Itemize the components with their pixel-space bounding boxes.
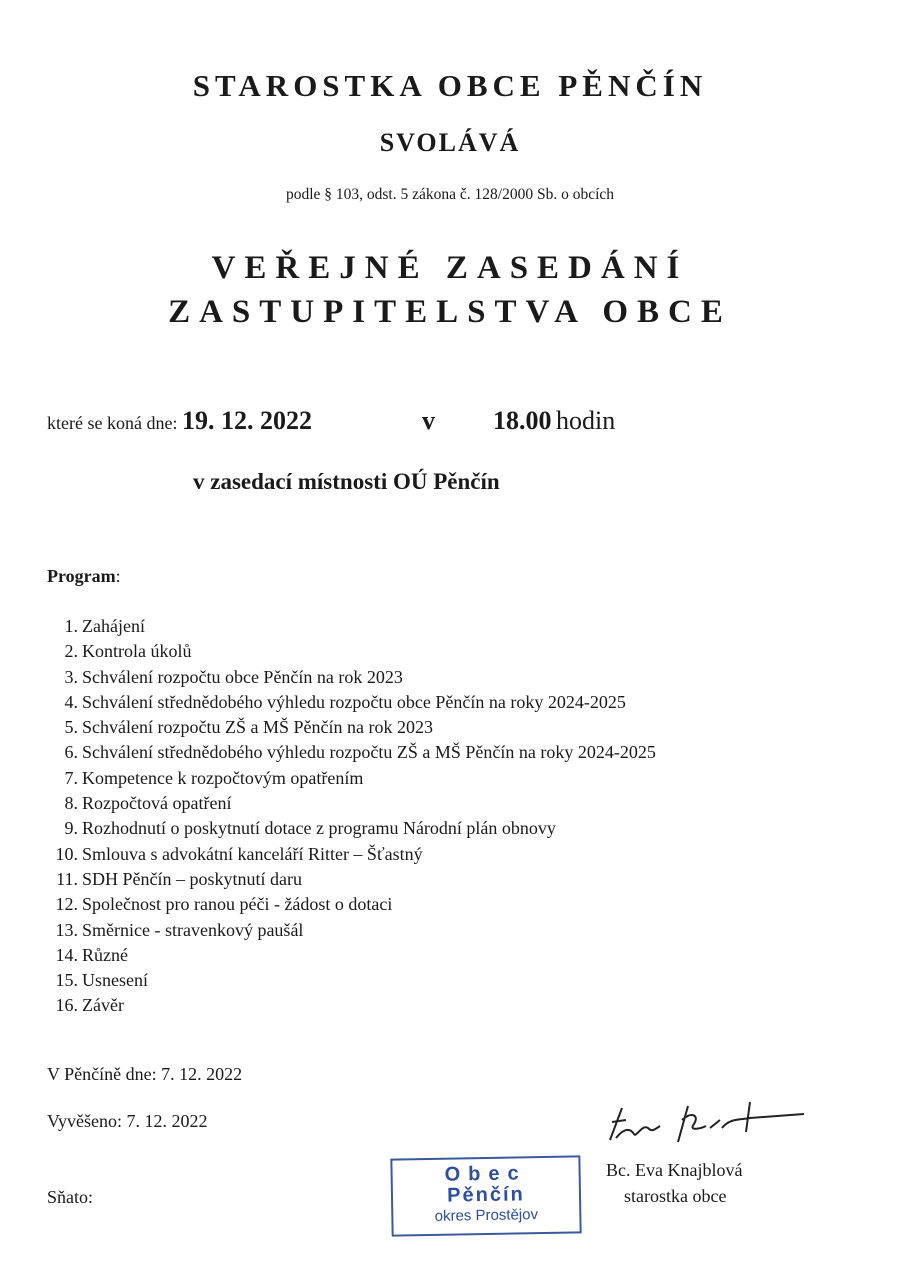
agenda-item-number: 13.	[55, 919, 78, 940]
agenda-item	[52, 639, 656, 664]
agenda-item-text: Rozhodnutí o poskytnutí dotace z programu Národní plán obnovy	[82, 818, 556, 839]
program-label-colon: :	[115, 566, 121, 586]
agenda-item	[52, 715, 656, 740]
stamp-line3: okres Prostějov	[434, 1206, 539, 1225]
meeting-date: 19. 12. 2022	[181, 406, 312, 435]
agenda-item-number: 15.	[55, 970, 78, 991]
posted-date: Vyvěšeno: 7. 12. 2022	[47, 1111, 208, 1131]
signer-role: starostka obce	[624, 1186, 727, 1206]
agenda-item-number: 6.	[64, 742, 78, 763]
agenda-item	[52, 614, 656, 639]
agenda-item-text: Společnost pro ranou péči - žádost o dotaci	[82, 894, 393, 915]
agenda-item-text: Kompetence k rozpočtovým opatřením	[82, 767, 364, 788]
meeting-time: 18.00	[493, 406, 552, 435]
time-block	[493, 406, 615, 436]
agenda-item	[52, 690, 656, 715]
agenda-item	[52, 943, 656, 968]
agenda-item-number: 7.	[64, 767, 78, 788]
agenda-item-number: 2.	[64, 641, 78, 662]
agenda-item	[52, 665, 656, 690]
at-separator: v	[422, 406, 435, 435]
agenda-item-text: Usnesení	[82, 970, 148, 991]
agenda-item	[52, 968, 656, 993]
agenda-item-text: SDH Pěnčín – poskytnutí daru	[82, 868, 302, 889]
agenda-item-text: Závěr	[82, 995, 124, 1016]
program-label	[47, 566, 121, 587]
time-unit: hodin	[556, 406, 616, 435]
municipal-stamp	[390, 1155, 581, 1236]
removed-label: Sňato:	[47, 1187, 94, 1207]
agenda-item-number: 10.	[55, 843, 78, 864]
agenda-item-number: 11.	[56, 868, 78, 889]
agenda-item-number: 8.	[64, 793, 78, 814]
agenda-item-text: Rozpočtová opatření	[82, 793, 232, 814]
meeting-title-line1: VEŘEJNÉ ZASEDÁNÍ	[211, 250, 689, 286]
agenda-item-number: 4.	[64, 691, 78, 712]
agenda-item	[52, 842, 656, 867]
stamp-line1: Obec	[444, 1162, 527, 1186]
agenda-item-text: Smlouva s advokátní kanceláří Ritter – Šťastný	[82, 843, 423, 864]
agenda-item-number: 3.	[64, 666, 78, 687]
agenda-item	[52, 993, 656, 1018]
agenda-item-text: Směrnice - stravenkový paušál	[82, 919, 304, 940]
date-label: které se koná dne:	[47, 413, 178, 433]
agenda-item-number: 12.	[55, 894, 78, 915]
agenda-item-text: Schválení střednědobého výhledu rozpočtu ZŠ a MŠ Pěnčín na roky 2024-2025	[82, 742, 656, 763]
agenda-item	[52, 740, 656, 765]
meeting-date-line	[47, 406, 616, 436]
agenda-list	[52, 614, 656, 1019]
stamp-line2: Pěnčín	[446, 1183, 525, 1207]
agenda-item-text: Schválení rozpočtu obce Pěnčín na rok 2023	[82, 666, 403, 687]
agenda-item-number: 5.	[64, 717, 78, 738]
agenda-item-text: Schválení střednědobého výhledu rozpočtu obce Pěnčín na roky 2024-2025	[82, 691, 626, 712]
agenda-item	[52, 918, 656, 943]
meeting-title-line2: ZASTUPITELSTVA OBCE	[168, 294, 732, 330]
agenda-item	[52, 867, 656, 892]
agenda-item-text: Různé	[82, 944, 128, 965]
handwritten-signature	[590, 1098, 820, 1158]
agenda-item-number: 1.	[64, 616, 78, 636]
signer-name: Bc. Eva Knajblová	[606, 1160, 743, 1180]
mayor-heading: STAROSTKA OBCE PĚNČÍN	[192, 68, 708, 103]
agenda-item	[52, 766, 656, 791]
issue-date: V Pěnčíně dne: 7. 12. 2022	[47, 1064, 243, 1084]
agenda-item-text: Schválení rozpočtu ZŠ a MŠ Pěnčín na rok 2023	[82, 717, 433, 738]
convenes-heading: SVOLÁVÁ	[379, 128, 521, 157]
agenda-item-number: 16.	[55, 995, 78, 1016]
legal-reference: podle § 103, odst. 5 zákona č. 128/2000 Sb. o obcích	[285, 186, 615, 203]
meeting-place: v zasedací místnosti OÚ Pěnčín	[193, 469, 500, 494]
agenda-item	[52, 791, 656, 816]
agenda-item	[52, 892, 656, 917]
agenda-item-text: Kontrola úkolů	[82, 641, 192, 662]
agenda-item-number: 9.	[64, 818, 78, 839]
program-label-text: Program	[47, 566, 116, 586]
agenda-item-number: 14.	[55, 944, 78, 965]
agenda-item	[52, 816, 656, 841]
agenda-item-text: Zahájení	[82, 616, 145, 636]
